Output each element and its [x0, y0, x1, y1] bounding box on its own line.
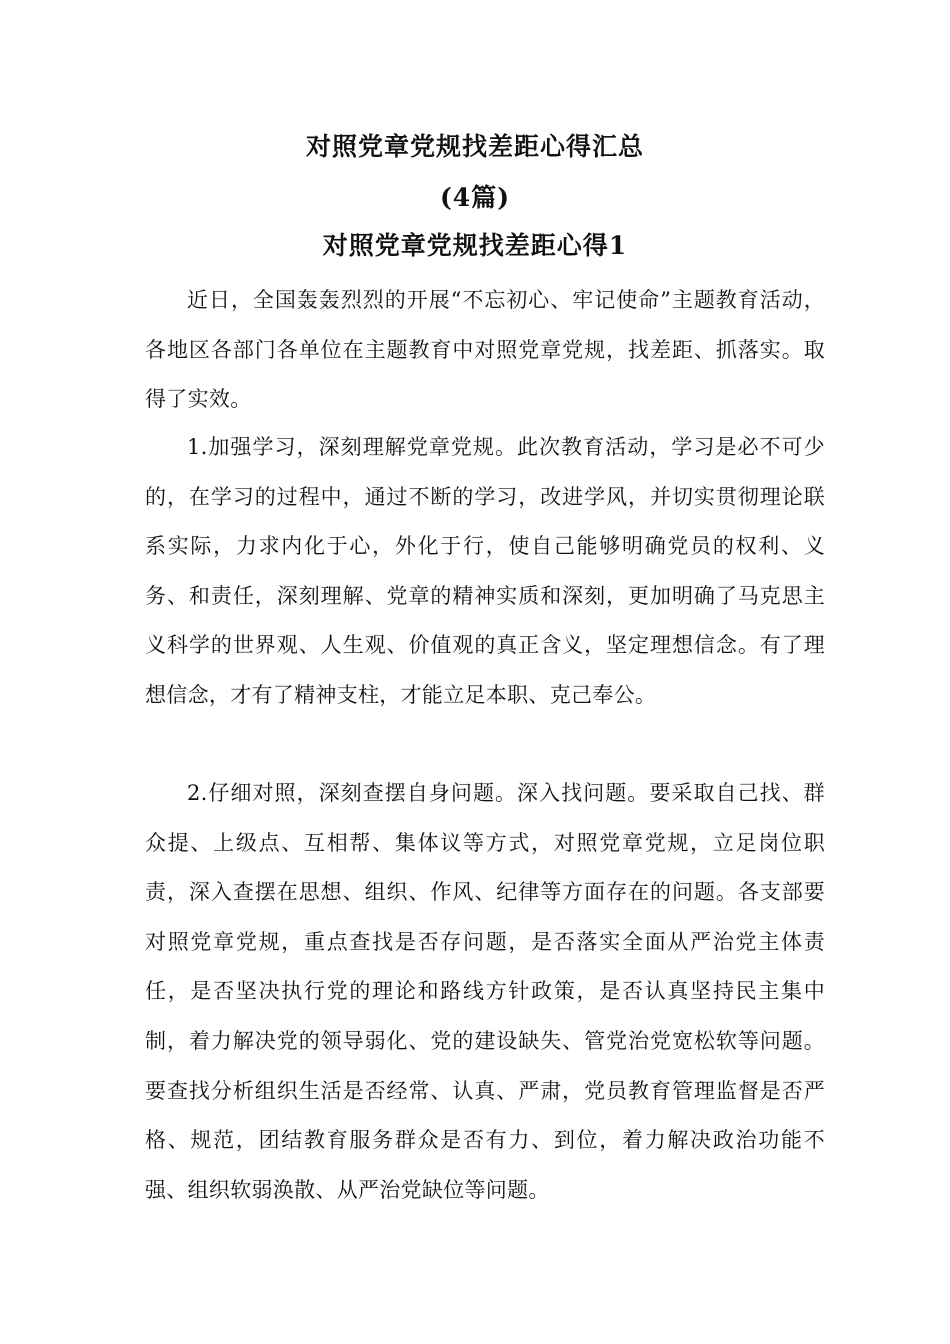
paragraph-check: [145, 769, 825, 1215]
paragraph-study: [145, 423, 825, 721]
document-title: 对照党章党规找差距心得汇总: [305, 132, 644, 161]
paragraph-intro: [145, 276, 825, 425]
paragraph-text: 2.仔细对照，深刻查摆自身问题。深入找问题。要采取自己找、群众提、上级点、互相帮、集体议等方式，对照党章党规，立足岗位职责，深入查摆在思想、组织、作风、纪律等方面存在的问题。各支部要对照党章党规，重点查找是否存问题，是否落实全面从严治党主体责任，是否坚决执行党的理论和路线方针政策，是否认真坚持民主集中制，着力解决党的领导弱化、党的建设缺失、管党治党宽松软等问题。要查找分析组织生活是否经常、认真、严肃，党员教育管理监督是否严格、规范，团结教育服务群众是否有力、到位，着力解决政治功能不强、组织软弱涣散、从严治党缺位等问题。: [145, 781, 825, 1202]
paragraph-text: 1.加强学习，深刻理解党章党规。此次教育活动，学习是必不可少的，在学习的过程中，通过不断的学习，改进学风，并切实贯彻理论联系实际，力求内化于心，外化于行，使自己能够明确党员的权利、义务、和责任，深刻理解、党章的精神实质和深刻，更加明确了马克思主义科学的世界观、人生观、价值观的真正含义，坚定理想信念。有了理想信念，才有了精神支柱，才能立足本职、克己奉公。: [145, 435, 825, 707]
paragraph-text: 近日，全国轰轰烈烈的开展“不忘初心、牢记使命”主题教育活动，各地区各部门各单位在主题教育中对照党章党规，找差距、抓落实。取得了实效。: [145, 288, 825, 412]
section-title: 对照党章党规找差距心得1: [322, 231, 628, 260]
document-count-label: (4篇): [439, 183, 511, 212]
